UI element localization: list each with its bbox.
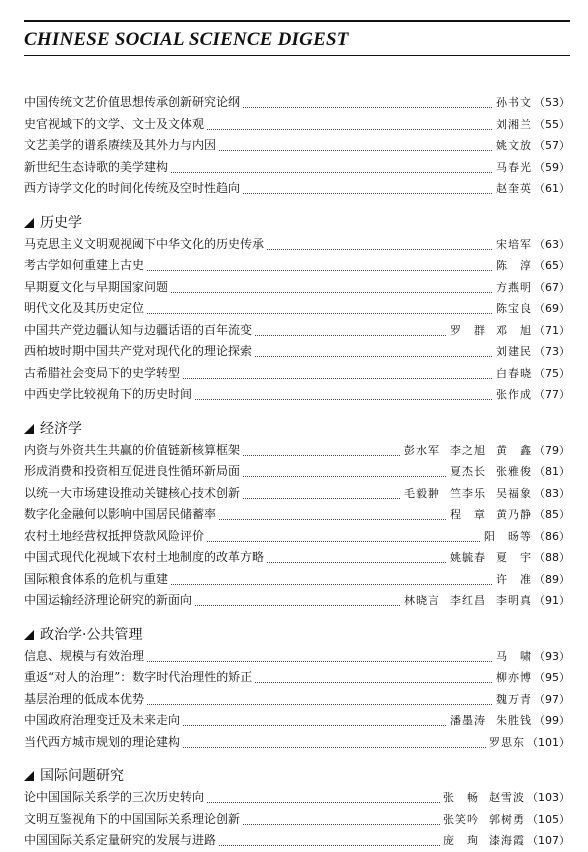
page-number: （85）: [534, 508, 570, 521]
section-marker-icon: [24, 771, 34, 781]
article-meta: [440, 809, 570, 831]
section-heading: [24, 418, 570, 440]
article-author: 方燕明: [496, 280, 532, 294]
article-author: 彭水军: [404, 443, 440, 457]
article-meta: [447, 320, 570, 342]
article-title[interactable]: 马克思主义文明观视阈下中华文化的历史传承: [24, 234, 266, 256]
article-author: 黄 鑫: [496, 443, 532, 457]
header-bottom-rule: [24, 55, 570, 56]
toc-entry[interactable]: [24, 547, 570, 569]
article-author: 夏 宇: [496, 551, 532, 564]
toc-entry[interactable]: [24, 363, 570, 385]
article-title[interactable]: 早期夏文化与早期国家问题: [24, 277, 170, 299]
page-number: （61）: [534, 182, 570, 195]
journal-header: [24, 20, 570, 56]
article-author: 郭树勇: [489, 812, 525, 826]
article-meta: [447, 547, 570, 569]
article-title[interactable]: 农村土地经营权抵押贷款风险评价: [24, 526, 206, 548]
article-meta: [493, 667, 570, 689]
article-meta: [401, 590, 570, 612]
page-number: （69）: [534, 302, 570, 315]
section-title: 国际问题研究: [40, 768, 124, 784]
article-title[interactable]: 论中国国际关系学的三次历史转向: [24, 787, 206, 809]
article-author: 姚文放: [496, 139, 532, 152]
article-author: 罗 群: [450, 323, 486, 337]
article-author: 姚毓春: [450, 551, 486, 564]
article-title[interactable]: 中国共产党边疆认知与边疆话语的百年流变: [24, 320, 254, 342]
article-author: 张笑吟: [443, 812, 479, 826]
article-author: 潘墨涛: [450, 714, 486, 727]
page-number: （107）: [527, 834, 570, 847]
toc-entry[interactable]: [24, 341, 570, 363]
article-author: 刘湘兰: [496, 117, 532, 131]
table-of-contents: [24, 92, 570, 852]
page-number: （93）: [534, 649, 570, 663]
toc-entry[interactable]: [24, 483, 570, 505]
article-title[interactable]: 西方诗学文化的时间化传统及空时性趋向: [24, 178, 242, 200]
page-number: （57）: [534, 139, 570, 152]
article-title[interactable]: 国际粮食体系的危机与重建: [24, 569, 170, 591]
article-author: 柳亦博: [496, 671, 532, 684]
article-meta: [493, 277, 570, 299]
page-number: （103）: [527, 791, 570, 804]
article-author: 张作成: [496, 388, 532, 401]
article-title[interactable]: 文艺美学的谱系赓续及其外力与内因: [24, 135, 218, 157]
toc-entry[interactable]: [24, 157, 570, 179]
article-meta: [493, 114, 570, 136]
article-author: 许 准: [496, 572, 532, 586]
article-meta: [493, 234, 570, 256]
article-author: 吴福象: [496, 486, 532, 500]
article-title[interactable]: 内资与外资共生共赢的价值链新核算框架: [24, 440, 242, 462]
section-title: 政治学·公共管理: [40, 626, 143, 643]
article-author: 程 章: [450, 508, 486, 521]
header-top-rule: [24, 20, 570, 22]
article-author: 毛毅翀: [404, 486, 440, 500]
toc-entry[interactable]: [24, 787, 570, 809]
article-title[interactable]: 西柏坡时期中国共产党对现代化的理论探索: [24, 341, 254, 363]
page-number: （95）: [534, 671, 570, 684]
page-number: （77）: [534, 388, 570, 401]
article-author: 林晓言: [404, 594, 440, 607]
page-number: （89）: [534, 572, 570, 586]
article-author: 漆海霞: [489, 834, 525, 847]
article-author: 阳 旸等: [484, 529, 532, 543]
article-title[interactable]: 史官视域下的文学、文士及文体观: [24, 114, 206, 136]
article-title[interactable]: 文明互鉴视角下的中国国际关系理论创新: [24, 809, 242, 831]
toc-entry[interactable]: [24, 320, 570, 342]
toc-entry[interactable]: [24, 277, 570, 299]
article-meta: [447, 461, 570, 483]
article-author: 陈 淳: [496, 259, 532, 272]
article-author: 朱胜钱: [496, 714, 532, 727]
toc-entry[interactable]: [24, 569, 570, 591]
article-author: 赵奎英: [496, 182, 532, 195]
toc-entry[interactable]: [24, 590, 570, 612]
article-meta: [493, 157, 570, 179]
article-meta: [440, 830, 570, 852]
section-title: 经济学: [40, 420, 82, 437]
article-title[interactable]: 以统一大市场建设推动关键核心技术创新: [24, 483, 242, 505]
article-title[interactable]: 考古学如何重建上古史: [24, 255, 146, 277]
article-author: 竺李乐: [450, 486, 486, 500]
page-number: （63）: [534, 237, 570, 251]
toc-entry[interactable]: [24, 255, 570, 277]
section-heading: [24, 765, 570, 787]
article-title[interactable]: 明代文化及其历史定位: [24, 298, 146, 320]
toc-entry[interactable]: [24, 298, 570, 320]
article-title[interactable]: 中国传统文艺价值思想传承创新研究论纲: [24, 92, 242, 114]
page-number: （91）: [534, 594, 570, 607]
page-number: （79）: [534, 443, 570, 457]
article-author: 刘建民: [496, 345, 532, 358]
toc-entry[interactable]: [24, 114, 570, 136]
article-meta: [440, 787, 570, 809]
page-number: （53）: [534, 96, 570, 109]
article-author: 李之旭: [450, 443, 486, 457]
toc-entry[interactable]: [24, 689, 570, 711]
article-author: 邓 旭: [496, 323, 532, 337]
toc-entry[interactable]: [24, 384, 570, 406]
toc-entry[interactable]: [24, 526, 570, 548]
article-author: 马春光: [496, 160, 532, 174]
article-author: 白春晓: [496, 366, 532, 380]
article-author: 李红昌: [450, 594, 486, 607]
article-author: 夏杰长: [450, 465, 486, 478]
article-meta: [493, 178, 570, 200]
article-meta: [401, 483, 570, 505]
article-author: 李明真: [496, 594, 532, 607]
section-marker-icon: [24, 218, 34, 228]
article-meta: [493, 92, 570, 114]
article-title[interactable]: 中国式现代化视域下农村土地制度的改革方略: [24, 547, 266, 569]
article-meta: [493, 135, 570, 157]
section-marker-icon: [24, 630, 34, 640]
article-meta: [493, 298, 570, 320]
page-number: （55）: [534, 117, 570, 131]
page-number: （81）: [534, 465, 570, 478]
page-number: （73）: [534, 345, 570, 358]
toc-entry[interactable]: [24, 809, 570, 831]
toc-entry[interactable]: [24, 710, 570, 732]
article-meta: [481, 526, 570, 548]
page-number: （67）: [534, 280, 570, 294]
toc-entry[interactable]: [24, 732, 570, 754]
article-author: 陈宝良: [496, 302, 532, 315]
toc-entry[interactable]: [24, 667, 570, 689]
article-meta: [493, 341, 570, 363]
toc-entry[interactable]: [24, 135, 570, 157]
page-number: （99）: [534, 714, 570, 727]
page-number: （97）: [534, 692, 570, 706]
toc-entry[interactable]: [24, 234, 570, 256]
toc-entry[interactable]: [24, 440, 570, 462]
section-heading: [24, 624, 570, 646]
article-title[interactable]: 重返“对人的治理”：数字时代治理性的矫正: [24, 667, 254, 689]
article-meta: [493, 689, 570, 711]
page-number: （86）: [534, 529, 570, 543]
toc-entry[interactable]: [24, 504, 570, 526]
article-author: 赵雪波: [489, 791, 525, 804]
article-meta: [486, 732, 570, 754]
article-author: 马 啸: [496, 649, 532, 663]
article-author: 魏万青: [496, 692, 532, 706]
article-author: 黄乃静: [496, 508, 532, 521]
article-title[interactable]: 中国运输经济理论研究的新面向: [24, 590, 194, 612]
article-author: 宋培军: [496, 237, 532, 251]
page-number: （71）: [534, 323, 570, 337]
page-number: （88）: [534, 551, 570, 564]
section-title: 历史学: [40, 214, 82, 231]
page-number: （75）: [534, 366, 570, 380]
article-meta: [447, 504, 570, 526]
page-number: （105）: [527, 812, 570, 826]
article-title[interactable]: 基层治理的低成本优势: [24, 689, 146, 711]
page-number: （59）: [534, 160, 570, 174]
article-meta: [493, 646, 570, 668]
article-title[interactable]: 形成消费和投资相互促进良性循环新局面: [24, 461, 242, 483]
article-title[interactable]: 古希腊社会变局下的史学转型: [24, 363, 182, 385]
article-meta: [493, 569, 570, 591]
article-author: 罗思东: [489, 735, 525, 749]
article-title[interactable]: 新世纪生态诗歌的美学建构: [24, 157, 170, 179]
article-title[interactable]: 信息、规模与有效治理: [24, 646, 146, 668]
article-meta: [493, 363, 570, 385]
article-meta: [447, 710, 570, 732]
journal-title: CHINESE SOCIAL SCIENCE DIGEST: [24, 29, 349, 50]
article-author: 孙书文: [496, 96, 532, 109]
toc-entry[interactable]: [24, 92, 570, 114]
section-marker-icon: [24, 424, 34, 434]
article-title[interactable]: 当代西方城市规划的理论建构: [24, 732, 182, 754]
page-number: （83）: [534, 486, 570, 500]
article-title[interactable]: 中国政府治理变迁及未来走向: [24, 710, 182, 732]
article-meta: [493, 384, 570, 406]
toc-entry[interactable]: [24, 461, 570, 483]
toc-entry[interactable]: [24, 178, 570, 200]
article-meta: [401, 440, 570, 462]
toc-entry[interactable]: [24, 830, 570, 852]
article-author: 庞 珣: [443, 834, 479, 847]
article-meta: [493, 255, 570, 277]
article-title[interactable]: 数字化金融何以影响中国居民储蓄率: [24, 504, 218, 526]
section-heading: [24, 212, 570, 234]
page-number: （101）: [527, 735, 570, 749]
article-title[interactable]: 中西史学比较视角下的历史时间: [24, 384, 194, 406]
page-number: （65）: [534, 259, 570, 272]
article-author: 张雅俊: [496, 465, 532, 478]
article-title[interactable]: 中国国际关系定量研究的发展与进路: [24, 830, 218, 852]
article-author: 张 畅: [443, 791, 479, 804]
toc-entry[interactable]: [24, 646, 570, 668]
